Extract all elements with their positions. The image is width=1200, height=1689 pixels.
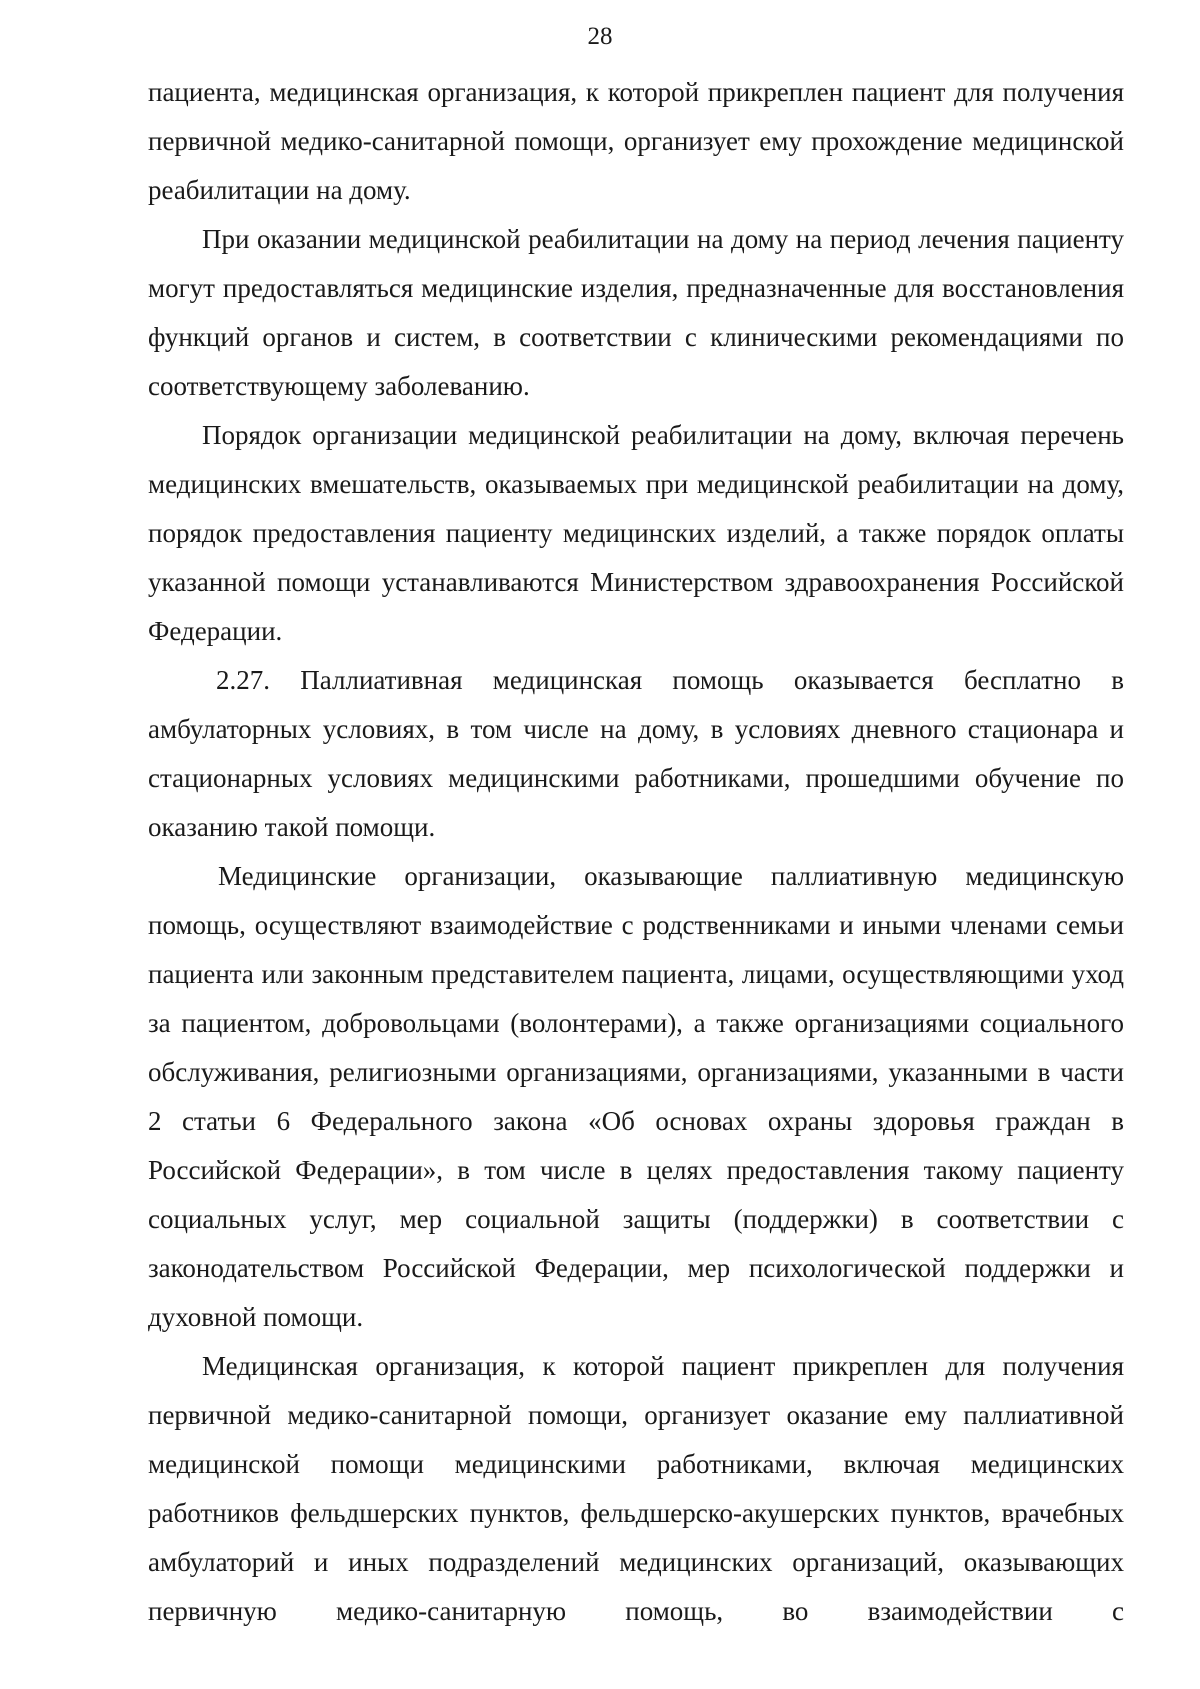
- page-number: 28: [587, 23, 613, 50]
- document-body: [148, 68, 1124, 1636]
- paragraph-palliative-cooperation: Медицинские организации, оказывающие паллиативную медицинскую помощь, осуществляют взаимодействие с родственниками и иными членами семьи пациента или законным представителем пациента, лицами, осуществляющими уход за пациентом, добровольцами (волонтерами), а также организациями социального обслуживания, религиозными организациями, организациями, указанными в части 2 статьи 6 Федерального закона «Об основах охраны здоровья граждан в Российской Федерации», в том числе в целях предоставления такому пациенту социальных услуг, мер социальной защиты (поддержки) в соответствии с законодательством Российской Федерации, мер психологической поддержки и духовной помощи.: [148, 861, 1124, 1332]
- paragraph-continuation: пациента, медицинская организация, к которой прикреплен пациент для получения первичной медико-санитарной помощи, организует ему прохождение медицинской реабилитации на дому.: [148, 77, 1124, 205]
- paragraph-rehab-procedure: Порядок организации медицинской реабилитации на дому, включая перечень медицинских вмешательств, оказываемых при медицинской реабилитации на дому, порядок предоставления пациенту медицинских изделий, а также порядок оплаты указанной помощи устанавливаются Министерством здравоохранения Российской Федерации.: [148, 420, 1124, 646]
- paragraph-rehab-devices: При оказании медицинской реабилитации на дому на период лечения пациенту могут предоставляться медицинские изделия, предназначенные для восстановления функций органов и систем, в соответствии с клиническими рекомендациями по соответствующему заболеванию.: [148, 224, 1124, 401]
- paragraph-primary-care-organization: Медицинская организация, к которой пациент прикреплен для получения первичной медико-санитарной помощи, организует оказание ему паллиативной медицинской помощи медицинскими работниками, включая медицинских работников фельдшерских пунктов, фельдшерско-акушерских пунктов, врачебных амбулаторий и иных подразделений медицинских организаций, оказывающих первичную медико-санитарную помощь, во взаимодействии с: [148, 1351, 1124, 1626]
- paragraph-2-27-palliative-care: 2.27. Паллиативная медицинская помощь оказывается бесплатно в амбулаторных условиях, в том числе на дому, в условиях дневного стационара и стационарных условиях медицинскими работниками, прошедшими обучение по оказанию такой помощи.: [148, 665, 1124, 842]
